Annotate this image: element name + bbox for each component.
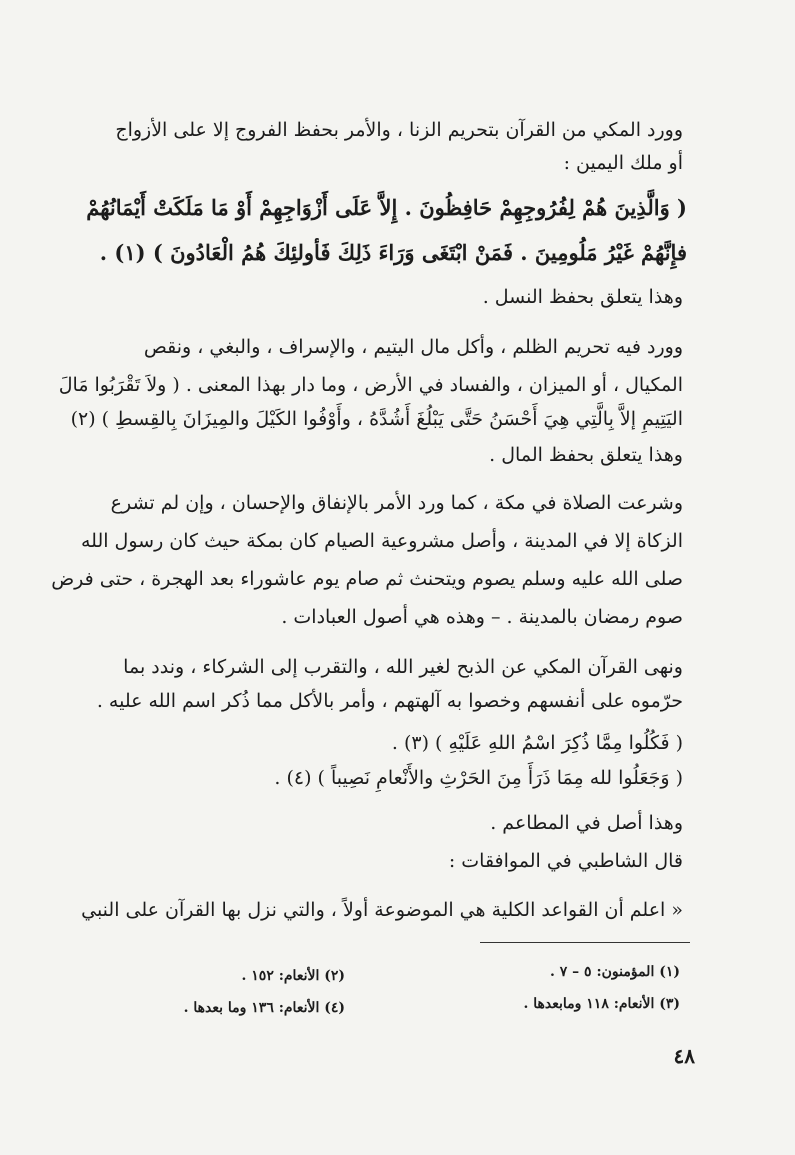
body-line-11: الزكاة إلا في المدينة ، وأصل مشروعية الصيام كان بمكة حيث كان رسول الله xyxy=(80,530,683,552)
body-line-7: المكيال ، أو الميزان ، والفساد في الأرض ، وما دار بهذا المعنى . ( ولاَ تَقْرَبُوا مَالَ xyxy=(58,374,683,396)
body-line-20: « اعلم أن القواعد الكلية هي الموضوعة أولاً ، والتي نزل بها القرآن على النبي xyxy=(81,899,683,921)
quran-verse-line-3: ( فَكُلُوا مِمَّا ذُكِرَ اسْمُ اللهِ عَلَيْهِ ) (٣) . xyxy=(391,732,683,754)
quran-verse-line-2: فإِنَّهُمْ غَيْرُ مَلُومِينَ . فَمَنْ ابْتَغَى وَرَاءَ ذَلِكَ فَأولئِكَ هُمُ الْعَادُونَ ) (١) . xyxy=(99,240,687,265)
body-line-12: صلى الله عليه وسلم يصوم ويتحنث ثم صام يوم عاشوراء بعد الهجرة ، حتى فرض xyxy=(51,568,683,590)
footnote-1: (١) المؤمنون: ٥ – ٧ . xyxy=(550,964,680,980)
footnote-4: (٤) الأنعام: ١٣٦ وما بعدها . xyxy=(183,1000,345,1016)
body-line-8: اليَتِيمِ إلاَّ بِالَّتِي هِيَ أَحْسَنُ حَتَّى يَبْلُغَ أَشُدَّهُ ، وأَوْفُوا الكَيْلَ والمِيزَانَ بِالقِسطِ ) (٢) xyxy=(70,408,683,430)
quran-verse-line-1: ( وَالَّذِينَ هُمْ لِفُرُوجِهِمْ حَافِظُونَ . إِلاَّ عَلَى أَزْوَاجِهِمْ أَوْ مَا مَلَكَتْ أَيْمَانُهُمْ xyxy=(86,195,687,220)
body-line-10: وشرعت الصلاة في مكة ، كما ورد الأمر بالإنفاق والإحسان ، وإن لم تشرع xyxy=(110,492,683,514)
footnote-3: (٣) الأنعام: ١١٨ ومابعدها . xyxy=(523,996,680,1012)
body-line-1: وورد المكي من القرآن بتحريم الزنا ، والأمر بحفظ الفروج إلا على الأزواج xyxy=(115,119,683,141)
body-line-9: وهذا يتعلق بحفظ المال . xyxy=(489,444,683,466)
quran-verse-line-4: ( وَجَعَلُوا لله مِمَا ذَرَأَ مِنَ الحَرْثِ والأَنْعامِ نَصِيباً ) (٤) . xyxy=(274,767,683,789)
body-line-13: صوم رمضان بالمدينة . – وهذه هي أصول العبادات . xyxy=(281,606,683,628)
page-number: ٤٨ xyxy=(673,1044,695,1068)
body-line-15: حرّموه على أنفسهم وخصوا به آلهتهم ، وأمر بالأكل مما ذُكر اسم الله عليه . xyxy=(96,690,683,712)
body-line-14: ونهى القرآن المكي عن الذبح لغير الله ، والتقرب إلى الشركاء ، وندد بما xyxy=(123,656,683,678)
body-line-2: أو ملك اليمين : xyxy=(563,152,683,174)
footnote-2: (٢) الأنعام: ١٥٢ . xyxy=(241,968,345,984)
body-line-6: وورد فيه تحريم الظلم ، وأكل مال اليتيم ، والإسراف ، والبغي ، ونقص xyxy=(143,336,683,358)
body-line-5: وهذا يتعلق بحفظ النسل . xyxy=(482,286,683,308)
footnote-separator xyxy=(480,942,690,943)
body-line-18: وهذا أصل في المطاعم . xyxy=(490,812,683,834)
body-line-19: قال الشاطبي في الموافقات : xyxy=(448,850,683,872)
